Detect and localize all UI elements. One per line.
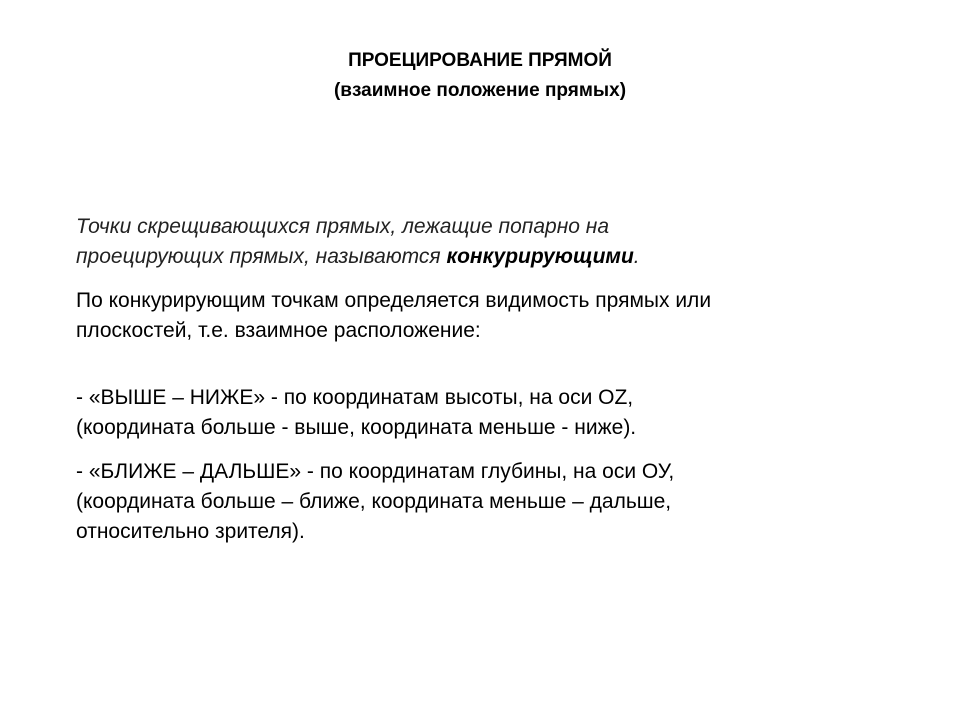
visibility-line-1: По конкурирующим точкам определяется видимость прямых или [76, 289, 712, 312]
rule-near-far [76, 457, 916, 547]
rule-above-below-line-1: - «ВЫШЕ – НИЖЕ» - по координатам высоты, на оси OZ, [76, 386, 634, 409]
definition-line-1: Точки скрещивающихся прямых, лежащие попарно на [76, 215, 609, 238]
definition-paragraph [76, 212, 916, 272]
term-competing-points: конкурирующими [446, 245, 634, 268]
title-subtitle: (взаимное положение прямых) [333, 80, 627, 101]
rule-near-far-line-1: - «БЛИЖЕ – ДАЛЬШЕ» - по координатам глубины, на оси ОУ, [76, 460, 675, 483]
visibility-paragraph [76, 286, 916, 346]
visibility-line-2: плоскостей, т.е. взаимное расположение: [76, 319, 481, 342]
rule-above-below [76, 383, 916, 443]
rule-near-far-line-2: (координата больше – ближе, координата меньше – дальше, [76, 490, 672, 513]
rule-near-far-line-3: относительно зрителя). [76, 520, 305, 543]
definition-line-2: проецирующих прямых, называются [76, 245, 447, 268]
definition-line-2-end: . [633, 245, 640, 268]
slide-body [76, 212, 916, 547]
slide-title [0, 46, 960, 106]
title-main: ПРОЕЦИРОВАНИЕ ПРЯМОЙ [348, 50, 612, 71]
rule-above-below-line-2: (координата больше - выше, координата меньше - ниже). [76, 416, 637, 439]
